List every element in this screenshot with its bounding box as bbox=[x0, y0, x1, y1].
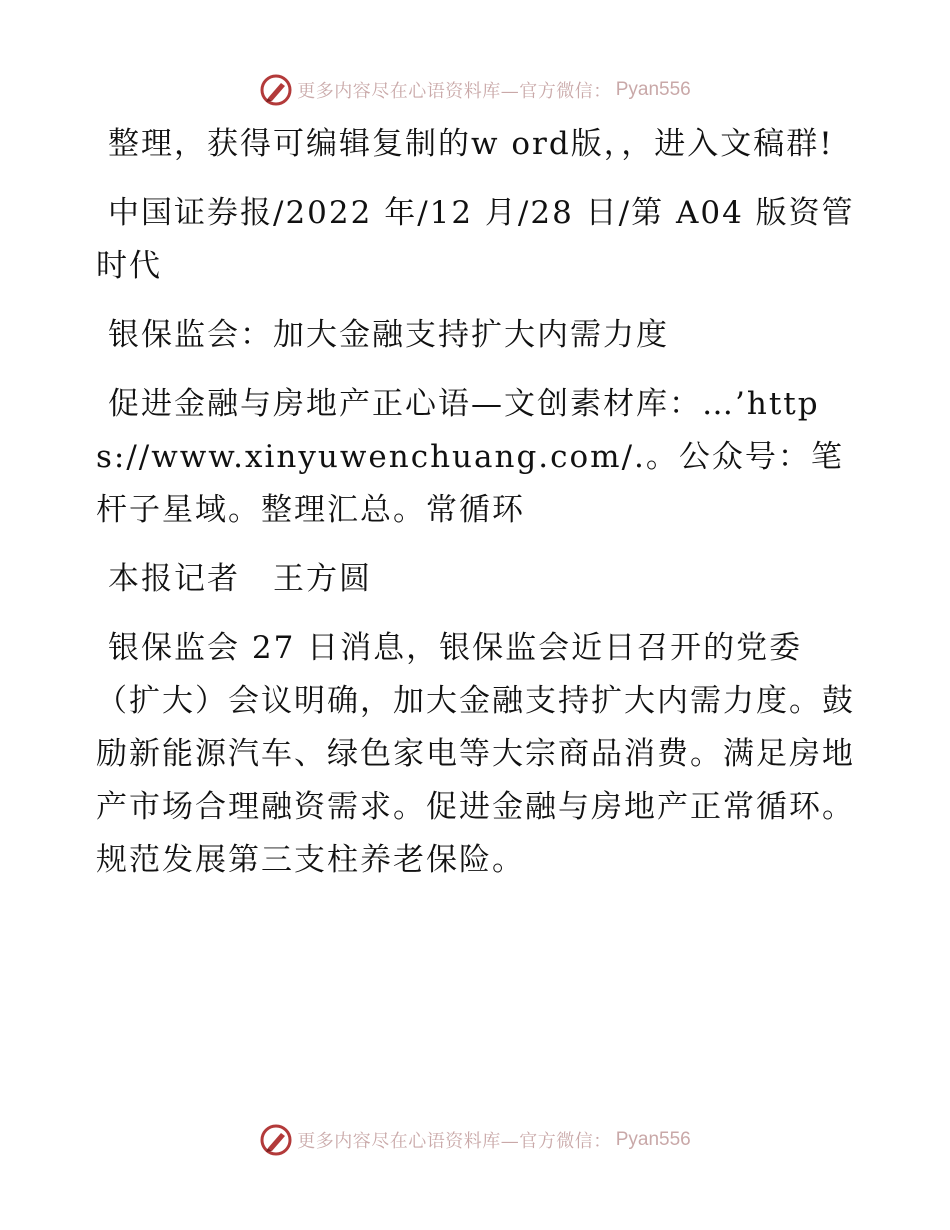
paragraph-source: 中国证券报/2022 年/12 月/28 日/第 A04 版资管时代 bbox=[96, 195, 855, 284]
footer-watermark bbox=[0, 1120, 950, 1160]
paragraph-headline: 银保监会：加大金融支持扩大内需力度 bbox=[108, 317, 669, 353]
watermark-wechat-id: Pyan556 bbox=[615, 79, 691, 100]
watermark-wechat-id: Pyan556 bbox=[615, 1129, 691, 1150]
paragraph-byline: 本报记者 王方圆 bbox=[108, 561, 372, 597]
header-watermark bbox=[0, 70, 950, 110]
pen-logo-icon bbox=[259, 73, 293, 107]
watermark-text: 更多内容尽在心语资料库—官方微信： bbox=[297, 1131, 612, 1152]
paragraph-intro: 整理，获得可编辑复制的w ord版，，进入文稿群! bbox=[108, 126, 834, 162]
paragraph-subheadline: 促进金融与房地产正心语—文创素材库：…’https://www.xinyuwenchuang.com/.。公众号：笔杆子星域。整理汇总。常循环 bbox=[96, 386, 844, 528]
pen-logo-icon bbox=[259, 1123, 293, 1157]
document-body bbox=[96, 118, 856, 903]
paragraph-body: 银保监会 27 日消息，银保监会近日召开的党委（扩大）会议明确，加大金融支持扩大内需力度。鼓励新能源汽车、绿色家电等大宗商品消费。满足房地产市场合理融资需求。促进金融与房地产正常循环。规范发展第三支柱养老保险。 bbox=[96, 630, 855, 878]
watermark-text: 更多内容尽在心语资料库—官方微信： bbox=[297, 81, 612, 102]
